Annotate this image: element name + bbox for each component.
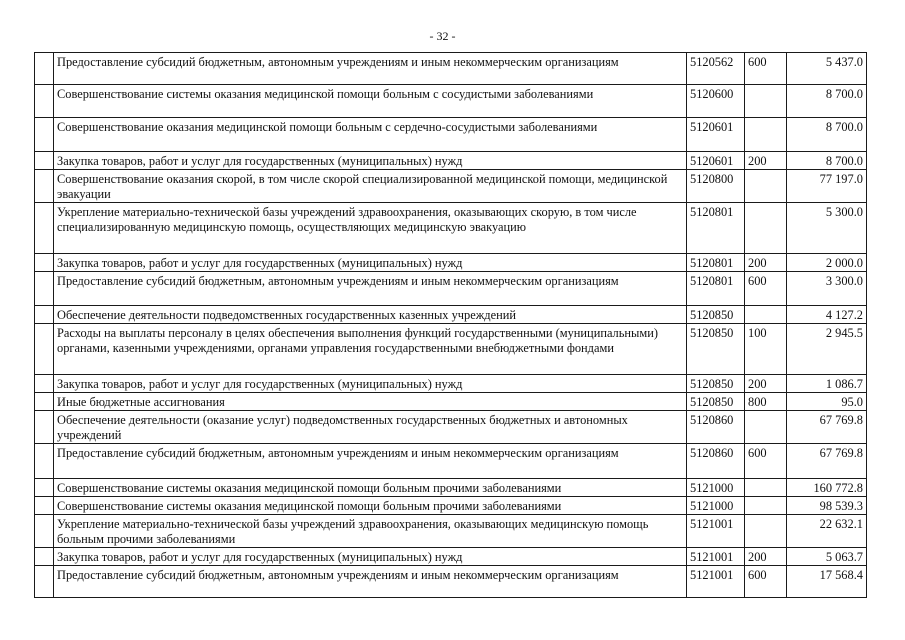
row-amount-cell: 160 772.8 bbox=[787, 479, 867, 497]
row-name-cell: Иные бюджетные ассигнования bbox=[54, 393, 687, 411]
row-type-cell bbox=[745, 411, 787, 444]
row-number-cell bbox=[35, 497, 54, 515]
row-code-cell: 5121000 bbox=[687, 479, 745, 497]
row-amount-cell: 95.0 bbox=[787, 393, 867, 411]
table-row bbox=[35, 324, 867, 375]
row-code-cell: 5120601 bbox=[687, 118, 745, 152]
table-row bbox=[35, 411, 867, 444]
table-row bbox=[35, 53, 867, 85]
row-number-cell bbox=[35, 152, 54, 170]
row-name-cell: Закупка товаров, работ и услуг для государственных (муниципальных) нужд bbox=[54, 254, 687, 272]
table-row bbox=[35, 170, 867, 203]
row-code-cell: 5120601 bbox=[687, 152, 745, 170]
row-number-cell bbox=[35, 272, 54, 306]
row-type-cell bbox=[745, 479, 787, 497]
row-amount-cell: 17 568.4 bbox=[787, 566, 867, 598]
row-type-cell bbox=[745, 170, 787, 203]
row-code-cell: 5120850 bbox=[687, 393, 745, 411]
row-code-cell: 5120600 bbox=[687, 85, 745, 118]
row-name-cell: Предоставление субсидий бюджетным, автономным учреждениям и иным некоммерческим организациям bbox=[54, 272, 687, 306]
row-code-cell: 5121000 bbox=[687, 497, 745, 515]
table-row bbox=[35, 497, 867, 515]
row-amount-cell: 5 063.7 bbox=[787, 548, 867, 566]
row-number-cell bbox=[35, 85, 54, 118]
row-number-cell bbox=[35, 515, 54, 548]
row-type-cell: 200 bbox=[745, 548, 787, 566]
row-type-cell bbox=[745, 306, 787, 324]
row-name-cell: Предоставление субсидий бюджетным, автономным учреждениям и иным некоммерческим организациям bbox=[54, 444, 687, 479]
row-name-cell: Закупка товаров, работ и услуг для государственных (муниципальных) нужд bbox=[54, 152, 687, 170]
row-type-cell: 100 bbox=[745, 324, 787, 375]
table-row bbox=[35, 566, 867, 598]
page-number: - 32 - bbox=[429, 29, 456, 43]
table-row bbox=[35, 444, 867, 479]
row-number-cell bbox=[35, 548, 54, 566]
row-amount-cell: 5 300.0 bbox=[787, 203, 867, 254]
row-amount-cell: 8 700.0 bbox=[787, 85, 867, 118]
table-row bbox=[35, 152, 867, 170]
row-type-cell: 600 bbox=[745, 53, 787, 85]
row-type-cell: 200 bbox=[745, 254, 787, 272]
row-code-cell: 5120801 bbox=[687, 203, 745, 254]
row-type-cell: 600 bbox=[745, 444, 787, 479]
row-amount-cell: 2 000.0 bbox=[787, 254, 867, 272]
row-name-cell: Обеспечение деятельности подведомственных государственных казенных учреждений bbox=[54, 306, 687, 324]
row-number-cell bbox=[35, 375, 54, 393]
budget-table bbox=[34, 52, 867, 598]
row-amount-cell: 22 632.1 bbox=[787, 515, 867, 548]
table-row bbox=[35, 515, 867, 548]
row-type-cell bbox=[745, 203, 787, 254]
row-name-cell: Расходы на выплаты персоналу в целях обеспечения выполнения функций государственными (муниципальными) органами, казенными учреждениями, органами управления государственными внебюджетными фондами bbox=[54, 324, 687, 375]
row-type-cell: 200 bbox=[745, 375, 787, 393]
row-number-cell bbox=[35, 393, 54, 411]
row-type-cell: 600 bbox=[745, 272, 787, 306]
row-amount-cell: 67 769.8 bbox=[787, 444, 867, 479]
row-name-cell: Предоставление субсидий бюджетным, автономным учреждениям и иным некоммерческим организациям bbox=[54, 566, 687, 598]
table-row bbox=[35, 203, 867, 254]
row-code-cell: 5120850 bbox=[687, 324, 745, 375]
table-row bbox=[35, 548, 867, 566]
row-number-cell bbox=[35, 118, 54, 152]
row-code-cell: 5120562 bbox=[687, 53, 745, 85]
row-code-cell: 5121001 bbox=[687, 548, 745, 566]
row-amount-cell: 5 437.0 bbox=[787, 53, 867, 85]
row-code-cell: 5120801 bbox=[687, 272, 745, 306]
row-type-cell: 800 bbox=[745, 393, 787, 411]
table-row bbox=[35, 306, 867, 324]
row-name-cell: Совершенствование системы оказания медицинской помощи больным с сосудистыми заболеваниями bbox=[54, 85, 687, 118]
row-name-cell: Закупка товаров, работ и услуг для государственных (муниципальных) нужд bbox=[54, 548, 687, 566]
row-code-cell: 5120850 bbox=[687, 375, 745, 393]
row-type-cell bbox=[745, 118, 787, 152]
row-name-cell: Совершенствование оказания медицинской помощи больным с сердечно-сосудистыми заболеваниями bbox=[54, 118, 687, 152]
row-name-cell: Совершенствование оказания скорой, в том числе скорой специализированной медицинской помощи, медицинской эвакуации bbox=[54, 170, 687, 203]
row-amount-cell: 3 300.0 bbox=[787, 272, 867, 306]
row-code-cell: 5121001 bbox=[687, 515, 745, 548]
row-name-cell: Укрепление материально-технической базы учреждений здравоохранения, оказывающих скорую, в том числе специализированную медицинскую помощь, осуществляющих медицинскую эвакуацию bbox=[54, 203, 687, 254]
row-amount-cell: 77 197.0 bbox=[787, 170, 867, 203]
row-code-cell: 5120801 bbox=[687, 254, 745, 272]
row-number-cell bbox=[35, 479, 54, 497]
row-type-cell bbox=[745, 85, 787, 118]
table-row bbox=[35, 375, 867, 393]
table-row bbox=[35, 85, 867, 118]
row-code-cell: 5120860 bbox=[687, 411, 745, 444]
row-number-cell bbox=[35, 444, 54, 479]
row-amount-cell: 98 539.3 bbox=[787, 497, 867, 515]
row-type-cell: 200 bbox=[745, 152, 787, 170]
row-name-cell: Укрепление материально-технической базы учреждений здравоохранения, оказывающих медицинскую помощь больным прочими заболеваниями bbox=[54, 515, 687, 548]
row-number-cell bbox=[35, 324, 54, 375]
row-number-cell bbox=[35, 254, 54, 272]
row-name-cell: Предоставление субсидий бюджетным, автономным учреждениям и иным некоммерческим организациям bbox=[54, 53, 687, 85]
row-type-cell: 600 bbox=[745, 566, 787, 598]
table-row bbox=[35, 254, 867, 272]
row-type-cell bbox=[745, 515, 787, 548]
row-type-cell bbox=[745, 497, 787, 515]
row-number-cell bbox=[35, 306, 54, 324]
row-code-cell: 5120860 bbox=[687, 444, 745, 479]
row-code-cell: 5121001 bbox=[687, 566, 745, 598]
row-amount-cell: 8 700.0 bbox=[787, 152, 867, 170]
row-code-cell: 5120850 bbox=[687, 306, 745, 324]
row-name-cell: Закупка товаров, работ и услуг для государственных (муниципальных) нужд bbox=[54, 375, 687, 393]
row-number-cell bbox=[35, 411, 54, 444]
row-name-cell: Совершенствование системы оказания медицинской помощи больным прочими заболеваниями bbox=[54, 497, 687, 515]
table-row bbox=[35, 272, 867, 306]
row-number-cell bbox=[35, 566, 54, 598]
table-row bbox=[35, 479, 867, 497]
row-amount-cell: 67 769.8 bbox=[787, 411, 867, 444]
row-code-cell: 5120800 bbox=[687, 170, 745, 203]
row-name-cell: Совершенствование системы оказания медицинской помощи больным прочими заболеваниями bbox=[54, 479, 687, 497]
row-amount-cell: 2 945.5 bbox=[787, 324, 867, 375]
row-number-cell bbox=[35, 203, 54, 254]
row-amount-cell: 1 086.7 bbox=[787, 375, 867, 393]
budget-table-body bbox=[35, 53, 867, 598]
row-amount-cell: 8 700.0 bbox=[787, 118, 867, 152]
row-number-cell bbox=[35, 53, 54, 85]
row-name-cell: Обеспечение деятельности (оказание услуг) подведомственных государственных бюджетных и автономных учреждений bbox=[54, 411, 687, 444]
row-number-cell bbox=[35, 170, 54, 203]
table-row bbox=[35, 393, 867, 411]
table-row bbox=[35, 118, 867, 152]
row-amount-cell: 4 127.2 bbox=[787, 306, 867, 324]
